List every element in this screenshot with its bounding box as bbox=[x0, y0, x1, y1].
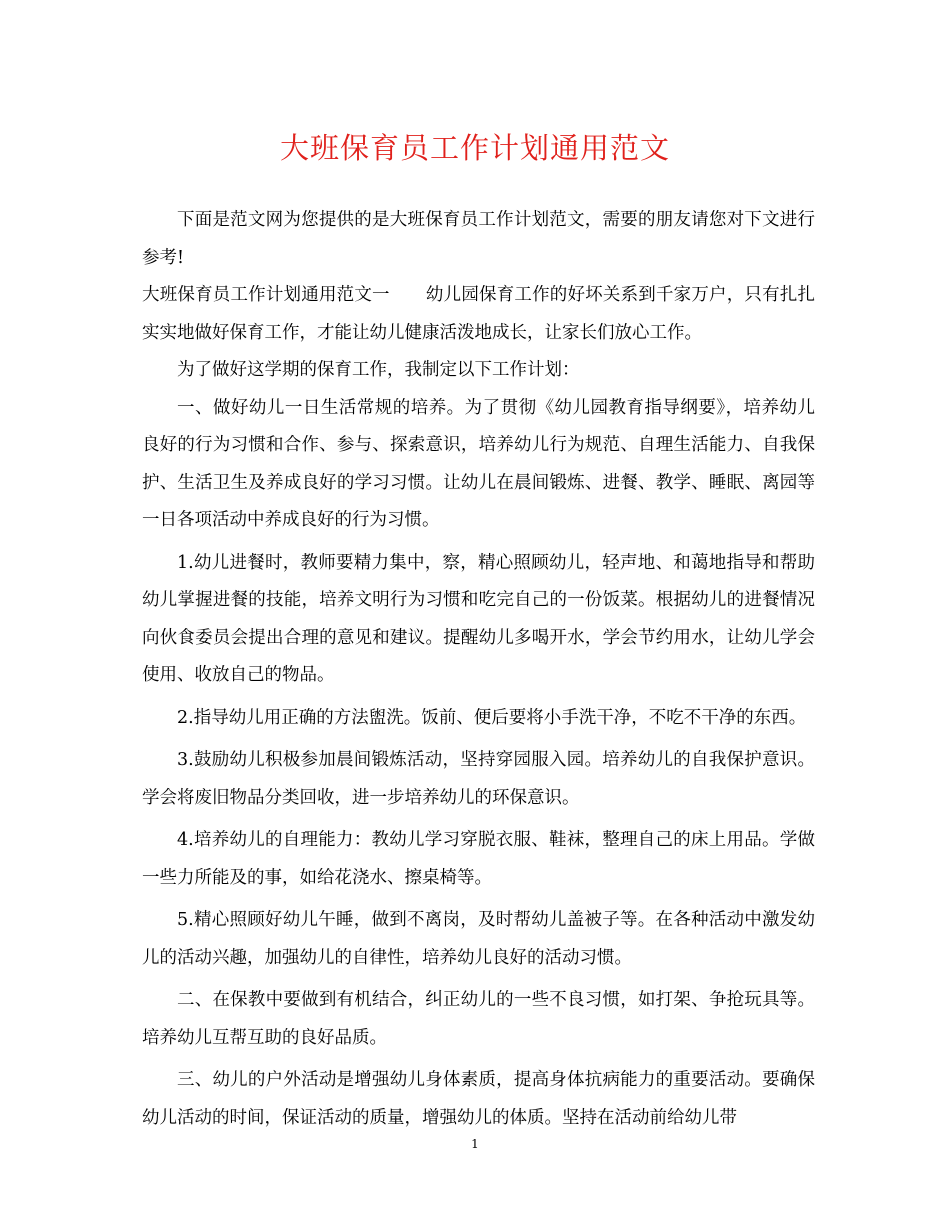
paragraph-plan-one bbox=[142, 277, 815, 352]
plan-one-text: 幼儿园保育工作的好坏关系到千家万户，只有扎扎实实地做好保育工作，才能让幼儿健康活泼地成长，让家长们放心工作。 bbox=[142, 285, 816, 343]
paragraph-section-one: 一、做好幼儿一日生活常规的培养。为了贯彻《幼儿园教育指导纲要》，培养幼儿良好的行为习惯和合作、参与、探索意识，培养幼儿行为规范、自理生活能力、自我保护、生活卫生及养成良好的学习习惯。让幼儿在晨间锻炼、进餐、教学、睡眠、离园等一日各项活动中养成良好的行为习惯。 bbox=[142, 397, 815, 530]
paragraph-section-three: 三、幼儿的户外活动是增强幼儿身体素质，提高身体抗病能力的重要活动。要确保幼儿活动的时间，保证活动的质量，增强幼儿的体质。坚持在活动前给幼儿带 bbox=[142, 1070, 815, 1128]
paragraph-item-2: 2.指导幼儿用正确的方法盥洗。饭前、便后要将小手洗干净，不吃不干净的东西。 bbox=[177, 707, 807, 728]
document-title: 大班保育员工作计划通用范文 bbox=[279, 131, 670, 165]
paragraph-intro: 下面是范文网为您提供的是大班保育员工作计划范文，需要的朋友请您对下文进行参考! bbox=[142, 210, 815, 268]
paragraph-item-5: 5.精心照顾好幼儿午睡，做到不离岗，及时帮幼儿盖被子等。在各种活动中激发幼儿的活动兴趣，加强幼儿的自律性，培养幼儿良好的活动习惯。 bbox=[142, 910, 815, 968]
plan-one-heading: 大班保育员工作计划通用范文一 bbox=[142, 285, 390, 305]
page-number: 1 bbox=[471, 1137, 479, 1151]
paragraph-item-3: 3.鼓励幼儿积极参加晨间锻炼活动，坚持穿园服入园。培养幼儿的自我保护意识。学会将废旧物品分类回收，进一步培养幼儿的环保意识。 bbox=[142, 750, 815, 808]
paragraph-item-1: 1.幼儿进餐时，教师要精力集中，察，精心照顾幼儿，轻声地、和蔼地指导和帮助幼儿掌握进餐的技能，培养文明行为习惯和吃完自己的一份饭菜。根据幼儿的进餐情况向伙食委员会提出合理的意见和建议。提醒幼儿多喝开水，学会节约用水，让幼儿学会使用、收放自己的物品。 bbox=[142, 552, 815, 685]
paragraph-plan-statement: 为了做好这学期的保育工作，我制定以下工作计划： bbox=[177, 360, 580, 380]
document-body bbox=[142, 202, 815, 1137]
paragraph-section-two: 二、在保教中要做到有机结合，纠正幼儿的一些不良习惯，如打架、争抢玩具等。培养幼儿互帮互助的良好品质。 bbox=[142, 990, 815, 1048]
paragraph-item-4: 4.培养幼儿的自理能力：教幼儿学习穿脱衣服、鞋袜，整理自己的床上用品。学做一些力所能及的事，如给花浇水、擦桌椅等。 bbox=[142, 830, 815, 888]
